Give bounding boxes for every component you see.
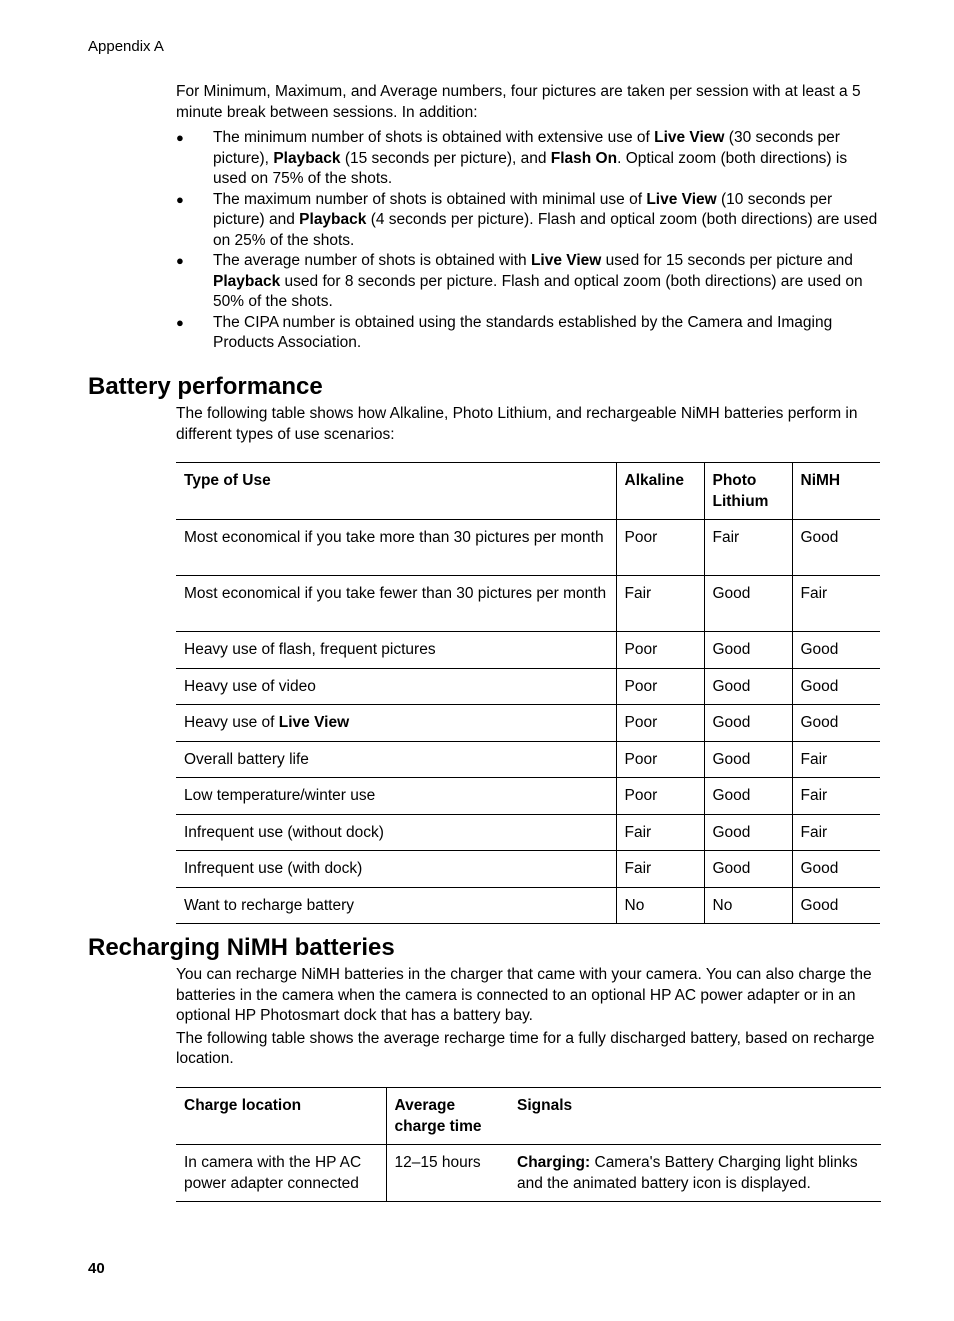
bullet-item-minimum	[176, 128, 882, 190]
table-row	[176, 887, 880, 924]
cell-use: Overall battery life	[184, 750, 309, 768]
bullet-text: (10 seconds per picture) and	[213, 190, 833, 228]
cell-nimh: Fair	[792, 778, 880, 815]
cell-lithium: Good	[704, 705, 792, 742]
cell-use-bold-term: Live View	[278, 714, 350, 731]
bullet-bold-term: Playback	[273, 149, 341, 167]
bullet-dot-icon: ●	[176, 191, 184, 207]
bullet-item-maximum	[176, 190, 882, 252]
cell-nimh: Good	[792, 668, 880, 705]
column-header-nimh: NiMH	[792, 463, 880, 520]
cell-nimh: Fair	[792, 576, 880, 632]
cell-use: Want to recharge battery	[184, 896, 355, 914]
bullet-text: The minimum number of shots is obtained with extensive use of	[213, 129, 655, 146]
bullet-item-cipa	[176, 313, 882, 354]
table-header-row	[176, 1088, 881, 1145]
bullet-text: used for 8 seconds per picture. Flash and optical zoom (both directions) are used on 50% of the shots.	[213, 272, 863, 310]
bullet-item-average	[176, 251, 882, 313]
intro-section	[176, 82, 882, 354]
cell-nimh: Fair	[792, 741, 880, 778]
intro-paragraph: For Minimum, Maximum, and Average numbers, four pictures are taken per session with at least a 5 minute break between sessions. In addition:	[176, 83, 861, 121]
cell-lithium: No	[704, 887, 792, 924]
cell-alkaline: Poor	[616, 520, 704, 576]
cell-alkaline: Fair	[616, 576, 704, 632]
table-row	[176, 851, 880, 888]
bullet-bold-term: Playback	[299, 211, 367, 228]
cell-alkaline: Fair	[616, 814, 704, 851]
cell-use: Heavy use of video	[184, 677, 316, 695]
recharging-intro	[176, 965, 882, 1070]
column-header-average-charge-time: Average charge time	[386, 1088, 509, 1145]
cell-nimh: Good	[792, 851, 880, 888]
cell-use	[176, 705, 616, 742]
bullet-bold-term: Live View	[530, 252, 602, 269]
bullet-text: (15 seconds per picture), and	[340, 149, 551, 167]
cell-lithium: Fair	[704, 520, 792, 576]
cell-use: Low temperature/winter use	[184, 787, 376, 804]
bullet-bold-term: Live View	[654, 129, 725, 146]
bullet-bold-term: Live View	[646, 190, 717, 208]
bullet-text: used for 15 seconds per picture and	[601, 252, 853, 269]
cell-lithium: Good	[704, 851, 792, 888]
cell-nimh: Good	[792, 705, 880, 742]
battery-performance-table	[176, 462, 880, 924]
cell-nimh: Good	[792, 887, 880, 924]
bullet-dot-icon: ●	[176, 253, 184, 268]
cell-use: Most economical if you take fewer than 30 pictures per month	[184, 585, 607, 602]
column-header-charge-location: Charge location	[184, 1097, 302, 1114]
cell-alkaline: Poor	[616, 668, 704, 705]
cell-nimh: Good	[792, 520, 880, 576]
battery-performance-paragraph: The following table shows how Alkaline, Photo Lithium, and rechargeable NiMH batteries perform in different types of use scenarios:	[176, 405, 858, 443]
cell-charge-location: In camera with the HP AC power adapter connected	[184, 1154, 362, 1192]
bullet-dot-icon: ●	[176, 314, 184, 330]
battery-performance-heading: Battery performance	[88, 373, 323, 400]
battery-performance-intro	[176, 404, 882, 445]
cell-alkaline: No	[616, 887, 704, 924]
cell-alkaline: Poor	[616, 632, 704, 669]
cell-signals	[509, 1145, 881, 1202]
table-row	[176, 705, 880, 742]
recharging-paragraph-1: You can recharge NiMH batteries in the charger that came with your camera. You can also charge the batteries in the camera when the camera is connected to an optional HP AC power adapter or in an optional HP Photosmart dock that has a battery bay.	[176, 966, 872, 1024]
cell-use: Infrequent use (with dock)	[184, 860, 363, 877]
signal-text: Camera's Battery Charging light blinks and the animated battery icon is displayed.	[517, 1154, 858, 1192]
cell-charge-time: 12–15 hours	[386, 1145, 509, 1202]
cell-lithium: Good	[704, 668, 792, 705]
table-row	[176, 778, 880, 815]
cell-lithium: Good	[704, 576, 792, 632]
signal-label: Charging:	[517, 1154, 591, 1171]
recharging-paragraph-2: The following table shows the average recharge time for a fully discharged battery, based on recharge location.	[176, 1029, 875, 1067]
bullet-text: (4 seconds per picture). Flash and optical zoom (both directions) are used on 25% of the shots.	[213, 211, 878, 249]
page-number: 40	[88, 1260, 105, 1277]
recharging-heading: Recharging NiMH batteries	[88, 934, 395, 961]
cell-lithium: Good	[704, 814, 792, 851]
table-row	[176, 668, 880, 705]
bullet-text: The CIPA number is obtained using the standards established by the Camera and Imaging Products Association.	[213, 313, 833, 351]
bullet-bold-term: Playback	[213, 272, 281, 290]
table-row	[176, 814, 880, 851]
column-header-type-of-use: Type of Use	[184, 472, 271, 489]
recharge-time-table	[176, 1087, 881, 1202]
cell-alkaline: Fair	[616, 851, 704, 888]
column-header-photo-lithium: Photo Lithium	[704, 463, 792, 520]
bullet-text: . Optical zoom (both directions) is used on 75% of the shots.	[213, 149, 848, 187]
bullet-text: The average number of shots is obtained with	[213, 252, 531, 269]
column-header-signals: Signals	[517, 1097, 573, 1114]
bullet-text: The maximum number of shots is obtained with minimal use of	[213, 190, 647, 208]
table-row	[176, 576, 880, 632]
intro-bullet-list	[176, 128, 882, 354]
column-header-alkaline: Alkaline	[616, 463, 704, 520]
cell-lithium: Good	[704, 741, 792, 778]
cell-lithium: Good	[704, 778, 792, 815]
running-header: Appendix A	[88, 38, 164, 55]
cell-alkaline: Poor	[616, 705, 704, 742]
table-row	[176, 741, 880, 778]
cell-alkaline: Poor	[616, 778, 704, 815]
bullet-text: (30 seconds per picture),	[213, 129, 840, 167]
bullet-bold-term: Flash On	[550, 149, 618, 167]
cell-nimh: Good	[792, 632, 880, 669]
table-row	[176, 520, 880, 576]
cell-alkaline: Poor	[616, 741, 704, 778]
cell-use-prefix: Heavy use of	[184, 714, 279, 731]
cell-nimh: Fair	[792, 814, 880, 851]
bullet-dot-icon: ●	[176, 130, 184, 145]
cell-use: Heavy use of flash, frequent pictures	[184, 641, 436, 658]
cell-lithium: Good	[704, 632, 792, 669]
cell-use: Most economical if you take more than 30 pictures per month	[184, 529, 604, 546]
table-row	[176, 1145, 881, 1202]
cell-use: Infrequent use (without dock)	[184, 823, 384, 841]
table-row	[176, 632, 880, 669]
table-header-row	[176, 463, 880, 520]
